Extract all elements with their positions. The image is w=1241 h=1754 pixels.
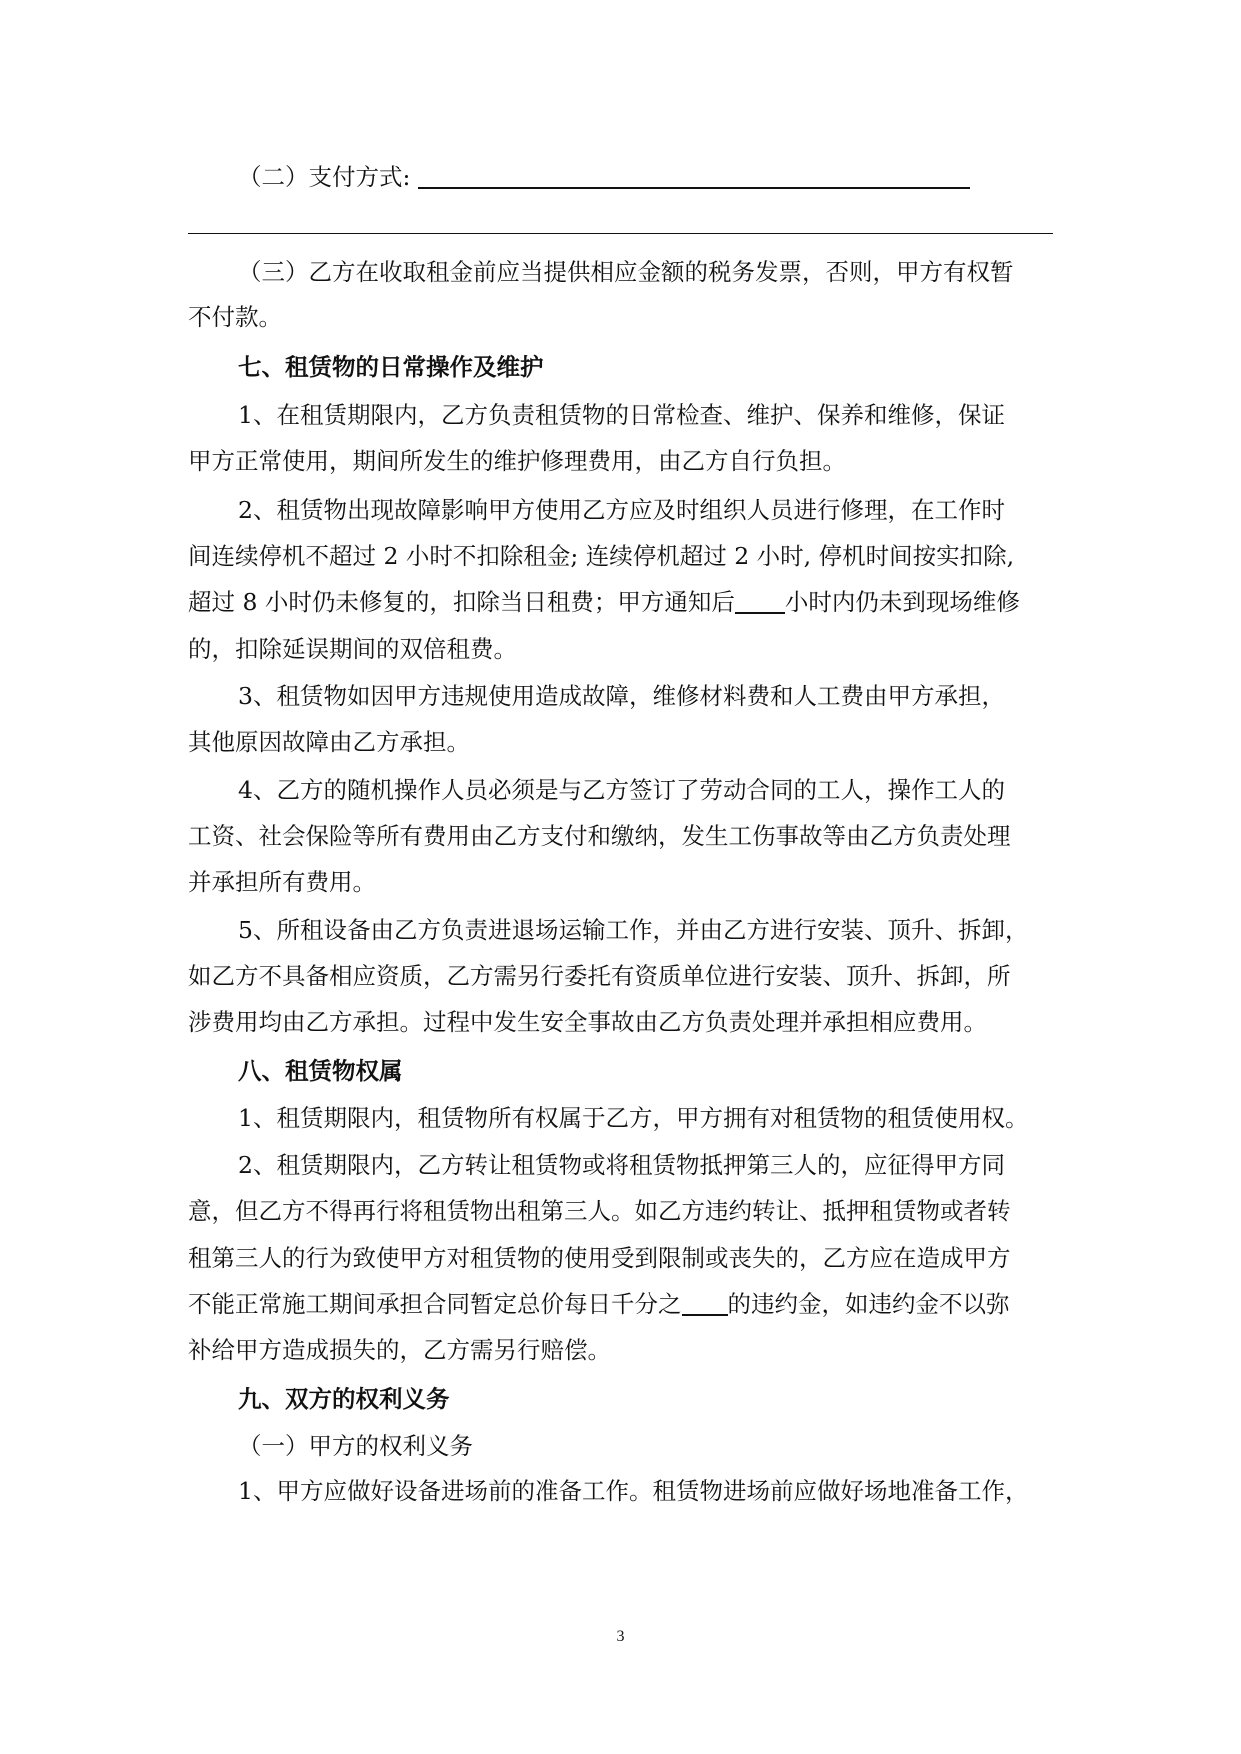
payment-method-label: （二）支付方式: (238, 163, 411, 191)
s7-item3-line2: 其他原因故障由乙方承担。 (188, 728, 470, 756)
s7-item1-line1: 1、在租赁期限内，乙方负责租赁物的日常检查、维护、保养和维修，保证 (238, 401, 1005, 429)
page-number: 3 (616, 1628, 625, 1645)
s7-item2-line4: 的，扣除延误期间的双倍租费。 (188, 635, 517, 663)
s7-item2-line2: 间连续停机不超过 2 小时不扣除租金; 连续停机超过 2 小时, 停机时间按实扣除, (188, 542, 1015, 570)
s7-item4-line3: 并承担所有费用。 (188, 868, 376, 896)
s7-item2-line1: 2、租赁物出现故障影响甲方使用乙方应及时组织人员进行修理，在工作时 (238, 496, 1005, 524)
s7-item4-line2: 工资、社会保险等所有费用由乙方支付和缴纳，发生工伤事故等由乙方负责处理 (188, 822, 1011, 850)
s7-item3-line1: 3、租赁物如因甲方违规使用造成故障，维修材料费和人工费由甲方承担， (238, 682, 1005, 710)
s7-item5-line2: 如乙方不具备相应资质，乙方需另行委托有资质单位进行安装、顶升、拆卸，所 (188, 962, 1011, 990)
s7-item2-line3-after: 小时内仍未到现场维修 (784, 588, 1020, 616)
s7-item1-line2: 甲方正常使用，期间所发生的维护修理费用，由乙方自行负担。 (188, 447, 846, 475)
penalty-rate-blank[interactable] (682, 1290, 728, 1316)
hours-blank[interactable] (735, 588, 785, 614)
s8-item2-line2: 意，但乙方不得再行将租赁物出租第三人。如乙方违约转让、抵押租赁物或者转 (188, 1197, 1011, 1225)
s7-item2-line3 (188, 587, 1020, 617)
s8-item2-line3: 租第三人的行为致使甲方对租赁物的使用受到限制或丧失的，乙方应在造成甲方 (188, 1244, 1011, 1272)
invoice-line-1: （三）乙方在收取租金前应当提供相应金额的税务发票，否则，甲方有权暂 (238, 258, 1014, 286)
section-9-heading: 九、双方的权利义务 (238, 1385, 450, 1413)
payment-method-continuation-rule (188, 233, 1053, 234)
payment-method-blank[interactable] (418, 163, 970, 189)
s8-item2-line4 (188, 1289, 1010, 1319)
section-8-heading: 八、租赁物权属 (238, 1057, 403, 1085)
s8-item2-line5: 补给甲方造成损失的，乙方需另行赔偿。 (188, 1336, 611, 1364)
s8-item1: 1、租赁期限内，租赁物所有权属于乙方，甲方拥有对租赁物的租赁使用权。 (238, 1104, 1029, 1132)
payment-method-line (238, 162, 970, 192)
invoice-line-2: 不付款。 (188, 303, 282, 331)
s7-item4-line1: 4、乙方的随机操作人员必须是与乙方签订了劳动合同的工人，操作工人的 (238, 776, 1005, 804)
s9-item1: 1、甲方应做好设备进场前的准备工作。租赁物进场前应做好场地准备工作， (238, 1477, 1029, 1505)
s7-item5-line1: 5、所租设备由乙方负责进退场运输工作，并由乙方进行安装、顶升、拆卸， (238, 916, 1029, 944)
s8-item2-line4-after: 的违约金，如违约金不以弥 (727, 1290, 1010, 1318)
s7-item5-line3: 涉费用均由乙方承担。过程中发生安全事故由乙方负责处理并承担相应费用。 (188, 1008, 987, 1036)
s9-sub1-heading: （一）甲方的权利义务 (238, 1432, 473, 1460)
s8-item2-line4-before: 不能正常施工期间承担合同暂定总价每日千分之 (188, 1290, 682, 1318)
s7-item2-line3-before: 超过 8 小时仍未修复的，扣除当日租费；甲方通知后 (188, 588, 735, 616)
s8-item2-line1: 2、租赁期限内，乙方转让租赁物或将租赁物抵押第三人的，应征得甲方同 (238, 1151, 1005, 1179)
section-7-heading: 七、租赁物的日常操作及维护 (238, 353, 544, 381)
